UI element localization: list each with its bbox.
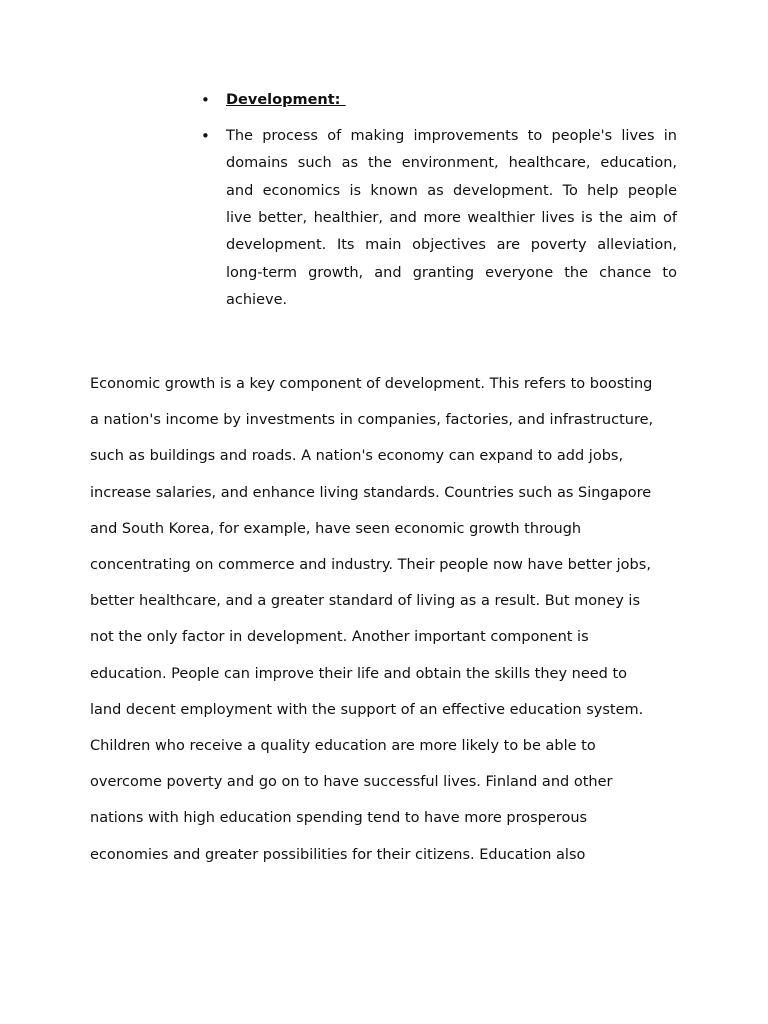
text-line: Economic growth is a key component of development. This refers to boosting xyxy=(90,376,653,392)
text-line: education. People can improve their life and obtain the skills they need to xyxy=(90,665,628,682)
text-line: long-term growth, and granting everyone the chance to xyxy=(226,264,677,281)
bullet-icon: • xyxy=(201,91,210,109)
text-line: development. Its main objectives are poverty alleviation, xyxy=(226,237,677,254)
text-line: nations with high education spending tend to have more prosperous xyxy=(90,810,588,827)
text-line: land decent employment with the support of an effective education system. xyxy=(90,701,644,718)
text-line: such as buildings and roads. A nation's economy can expand to add jobs, xyxy=(90,448,624,465)
text-line: achieve. xyxy=(226,291,288,308)
text-line: a nation's income by investments in companies, factories, and infrastructure, xyxy=(90,412,654,429)
text-line: economies and greater possibilities for their citizens. Education also xyxy=(90,846,586,863)
text-line: The process of making improvements to people's lives in xyxy=(226,128,677,144)
text-line: Children who receive a quality education are more likely to be able to xyxy=(90,738,596,754)
text-line: increase salaries, and enhance living standards. Countries such as Singapore xyxy=(90,484,652,501)
text-line: and South Korea, for example, have seen economic growth through xyxy=(90,520,582,537)
text-line: better healthcare, and a greater standard of living as a result. But money is xyxy=(90,593,641,610)
text-line: not the only factor in development. Another important component is xyxy=(90,629,589,646)
text-line: concentrating on commerce and industry. Their people now have better jobs, xyxy=(90,557,651,573)
bullet-icon: • xyxy=(201,127,210,145)
text-line: domains such as the environment, healthcare, education, xyxy=(226,155,677,172)
text-line: and economics is known as development. To help people xyxy=(226,182,677,199)
text-line: live better, healthier, and more wealthier lives is the aim of xyxy=(226,209,677,226)
text-line: overcome poverty and go on to have successful lives. Finland and other xyxy=(90,774,613,791)
section-heading: Development: xyxy=(226,92,346,108)
